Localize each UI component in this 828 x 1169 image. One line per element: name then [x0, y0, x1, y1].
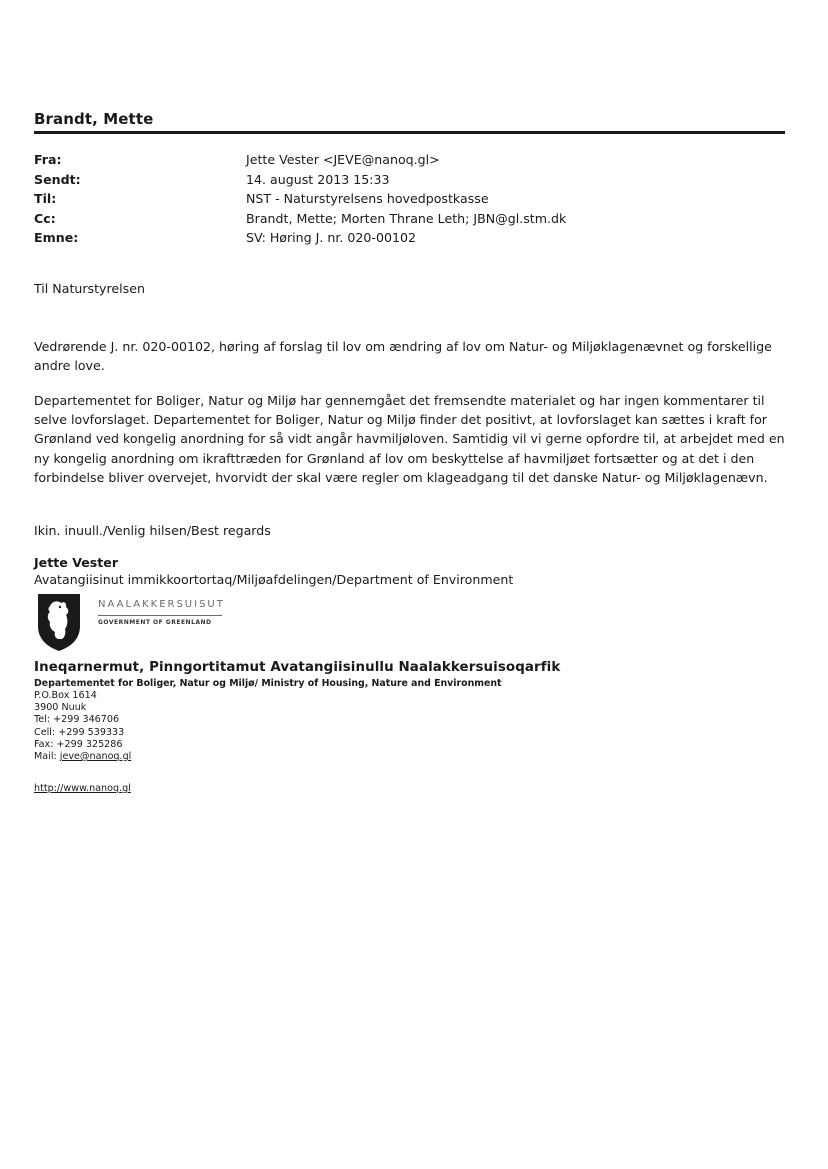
phone-number: Tel: +299 346706: [34, 714, 120, 726]
header-row-subject: [34, 228, 566, 248]
email-paragraph: Vedrørende J. nr. 020-00102, høring af forslag til lov om ændring af lov om Natur- og Miljøklagenævnet og forskellige andre love.: [34, 339, 772, 374]
header-value: 14. august 2013 15:33: [246, 171, 390, 187]
header-label: Emne:: [34, 230, 79, 245]
mail-link[interactable]: jeve@nanoq.gl: [59, 751, 132, 763]
mail-label: Mail:: [34, 751, 60, 763]
email-header-table: [34, 150, 566, 248]
header-row-cc: [34, 209, 566, 229]
mailbox-owner-name: Brandt, Mette: [34, 110, 154, 128]
ministry-name-kalaallisut: Ineqarnermut, Pinngortitamut Avatangiisinullu Naalakkersuisoqarfik: [34, 660, 561, 675]
polar-bear-shield-icon: [36, 592, 82, 652]
header-divider: [34, 131, 785, 134]
fax-number: Fax: +299 325286: [34, 738, 123, 750]
header-value: SV: Høring J. nr. 020-00102: [246, 230, 417, 245]
header-label: Cc:: [34, 210, 56, 226]
header-value: NST - Naturstyrelsens hovedpostkasse: [246, 191, 489, 206]
logo-name: NAALAKKERSUISUT: [98, 599, 225, 610]
signature-department: Avatangiisinut immikkoortortaq/Miljøafdelingen/Department of Environment: [34, 572, 514, 587]
header-label: Sendt:: [34, 171, 81, 187]
header-row-sent: [34, 170, 566, 190]
logo-subtitle: GOVERNMENT OF GREENLAND: [98, 619, 212, 626]
logo-divider: [98, 615, 222, 616]
header-label: Fra:: [34, 152, 62, 167]
ministry-name-danish-english: Departementet for Boliger, Natur og Miljø/ Ministry of Housing, Nature and Environment: [34, 678, 502, 689]
po-box: P.O.Box 1614: [34, 690, 97, 701]
header-value: Brandt, Mette; Morten Thrane Leth; JBN@gl.stm.dk: [246, 210, 567, 226]
email-closing: Ikin. inuull./Venlig hilsen/Best regards: [34, 523, 271, 538]
header-row-to: [34, 189, 566, 209]
contact-block: [34, 690, 131, 763]
header-row-from: [34, 150, 566, 170]
government-logo: [36, 592, 256, 654]
header-label: Til:: [34, 191, 57, 206]
city: 3900 Nuuk: [34, 702, 87, 714]
email-paragraph: Departementet for Boliger, Natur og Miljø har gennemgået det fremsendte materialet og har ingen kommentarer til selve lovforslaget. Departementet for Boliger, Natur og Miljø finder det positivt, at lovforslaget kan sættes i kraft for Grønland ved kongelig anordning for så vidt angår havmiljøloven. Samtidig vil vi gerne opfordre til, at arbejdet med en ny kongelig anordning om ikrafttræden for Grønland af lov om beskyttelse af havmiljøet fortsætter og at det i den forbindelse bliver overvejet, hvorvidt der skal være regler om klageadgang til det danske Natur- og Miljøklagenævn.: [34, 393, 785, 485]
header-value: Jette Vester <JEVE@nanoq.gl>: [246, 152, 440, 167]
email-greeting: Til Naturstyrelsen: [34, 281, 145, 296]
cell-number: Cell: +299 539333: [34, 726, 125, 738]
mail-line: [34, 751, 131, 763]
website-link[interactable]: http://www.nanoq.gl: [34, 783, 131, 794]
signature-name: Jette Vester: [34, 555, 119, 570]
